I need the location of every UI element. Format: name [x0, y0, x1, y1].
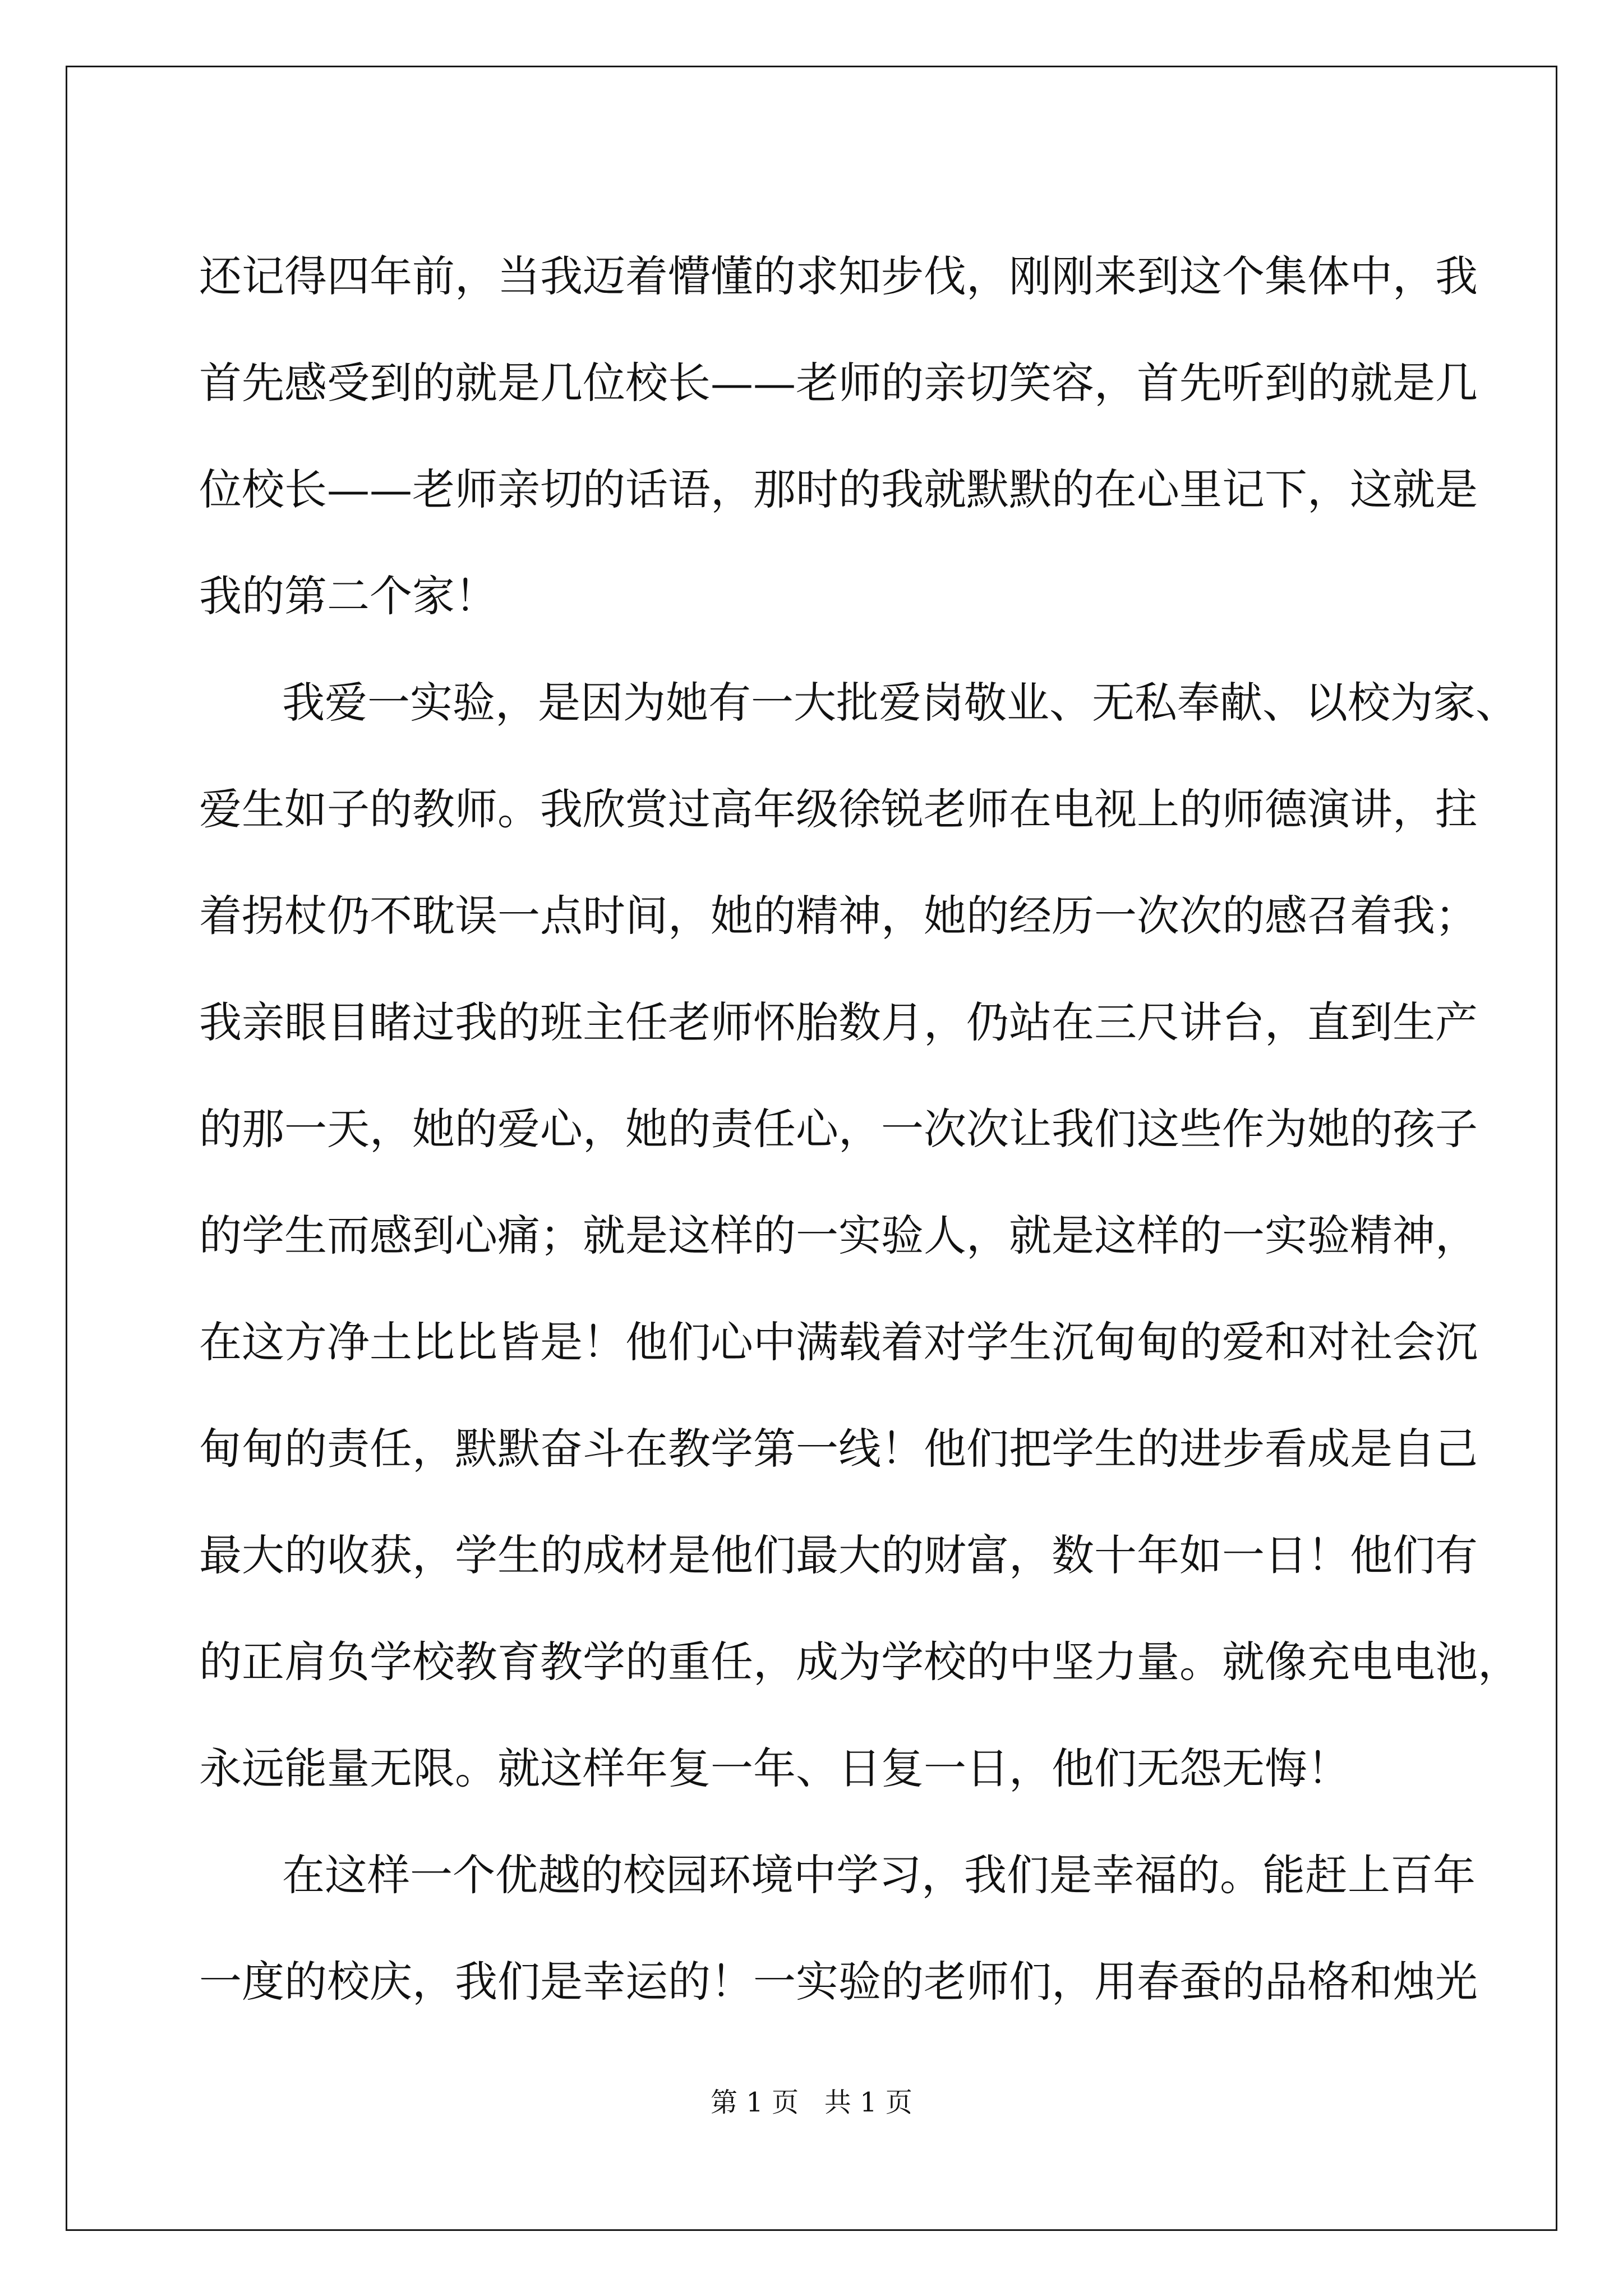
text-line: 还记得四年前，当我迈着懵懂的求知步伐，刚刚来到这个集体中，我 [199, 251, 1478, 301]
page-footer: 第 1 页 共 1 页 [711, 2087, 912, 2118]
text-line: 我的第二个家！ [199, 571, 497, 621]
text-line: 着拐杖仍不耽误一点时间，她的精神，她的经历一次次的感召着我； [199, 891, 1478, 941]
text-line: 在这样一个优越的校园环境中学习，我们是幸福的。能赶上百年 [282, 1850, 1476, 1900]
text-line: 首先感受到的就是几位校长——老师的亲切笑容，首先听到的就是几 [199, 358, 1478, 408]
text-line: 在这方净土比比皆是！他们心中满载着对学生沉甸甸的爱和对社会沉 [199, 1317, 1478, 1367]
document-body [199, 223, 1520, 2035]
text-line: 的那一天，她的爱心，她的责任心，一次次让我们这些作为她的孩子 [199, 1104, 1478, 1154]
text-line: 我亲眼目睹过我的班主任老师怀胎数月，仍站在三尺讲台，直到生产 [199, 997, 1478, 1047]
text-line: 爱生如子的教师。我欣赏过高年级徐锐老师在电视上的师德演讲，拄 [199, 784, 1478, 834]
text-line: 我爱一实验，是因为她有一大批爱岗敬业、无私奉献、以校为家、 [282, 678, 1518, 728]
text-line: 最大的收获，学生的成材是他们最大的财富，数十年如一日！他们有 [199, 1530, 1478, 1580]
text-line: 的正肩负学校教育教学的重任，成为学校的中坚力量。就像充电电池， [199, 1637, 1520, 1687]
text-line: 位校长——老师亲切的话语，那时的我就默默的在心里记下，这就是 [199, 464, 1478, 514]
text-line: 一度的校庆，我们是幸运的！一实验的老师们，用春蚕的品格和烛光 [199, 1957, 1478, 2007]
text-line: 甸甸的责任，默默奋斗在教学第一线！他们把学生的进步看成是自己 [199, 1424, 1478, 1474]
text-line: 的学生而感到心痛；就是这样的一实验人，就是这样的一实验精神， [199, 1211, 1478, 1260]
text-line: 永远能量无限。就这样年复一年、日复一日，他们无怨无悔！ [199, 1743, 1350, 1793]
